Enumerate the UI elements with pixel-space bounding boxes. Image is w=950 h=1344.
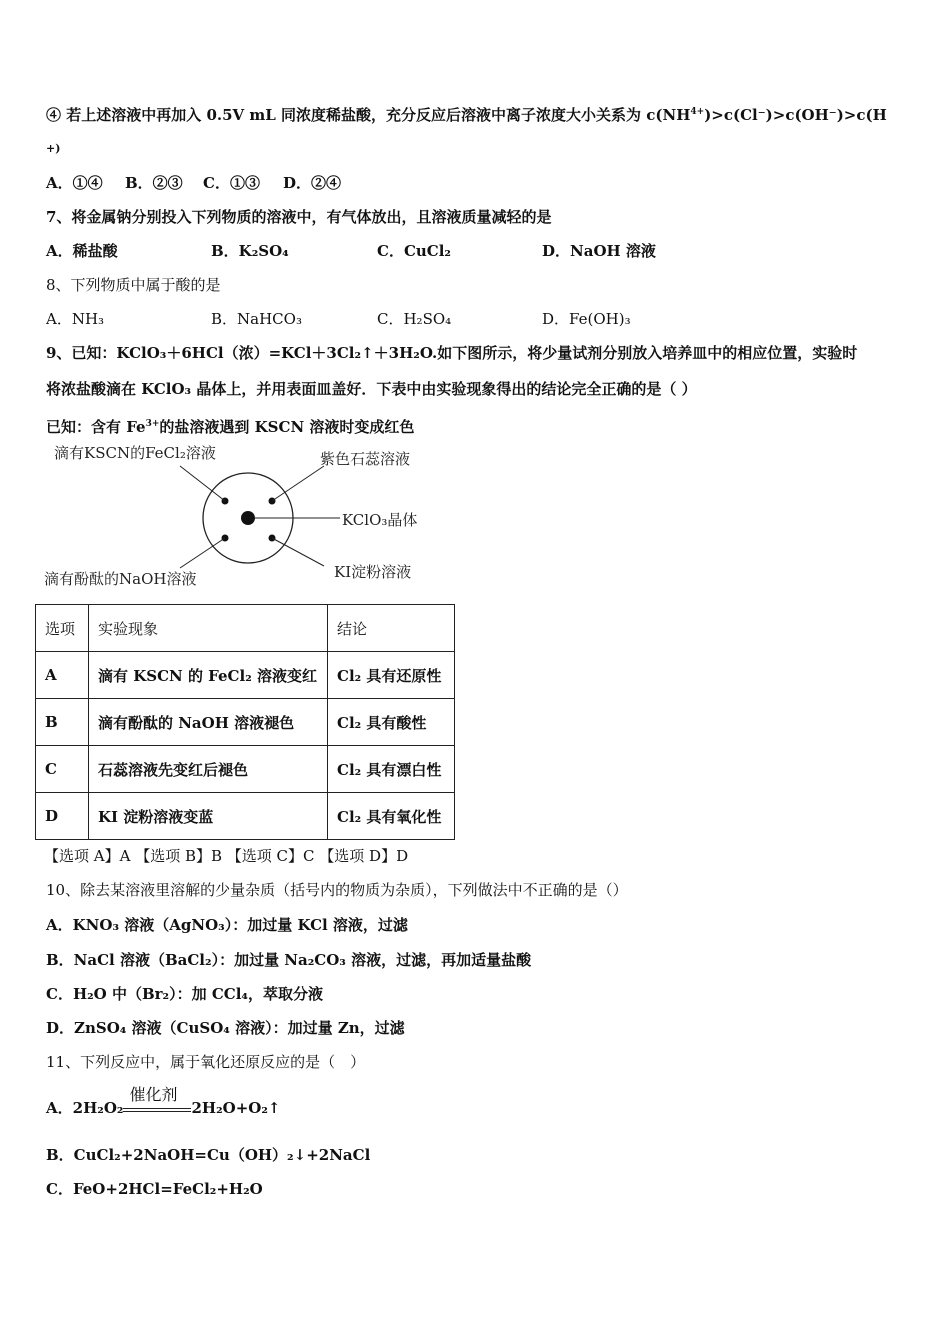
- table-header-row: [36, 605, 455, 652]
- label-naoh-solution: 滴有酚酞的NaOH溶液: [44, 570, 197, 588]
- table-row: [36, 699, 455, 746]
- row-phenomenon: 石蕊溶液先变红后褪色: [89, 746, 328, 793]
- table-row: [36, 652, 455, 699]
- q7-option-c: C．CuCl₂: [377, 242, 451, 260]
- header-conclusion: 结论: [328, 605, 455, 652]
- q9-answer-table: [35, 604, 455, 840]
- row-option: A: [36, 652, 89, 699]
- q7-option-a: A．稀盐酸: [46, 242, 118, 260]
- q8-option-c: C．H₂SO₄: [377, 310, 452, 328]
- row-phenomenon: 滴有酚酞的 NaOH 溶液褪色: [89, 699, 328, 746]
- row-phenomenon: 滴有 KSCN 的 FeCl₂ 溶液变红: [89, 652, 328, 699]
- leader-naoh: [180, 538, 225, 568]
- row-option: D: [36, 793, 89, 840]
- label-ki-starch-solution: KI淀粉溶液: [334, 563, 412, 581]
- label-litmus-solution: 紫色石蕊溶液: [320, 450, 411, 468]
- row-conclusion: Cl₂ 具有氧化性: [328, 793, 455, 840]
- q10-stem: 10、除去某溶液里溶解的少量杂质（括号内的物质为杂质），下列做法中不正确的是（）: [46, 881, 628, 899]
- equals-sign: [123, 1108, 191, 1112]
- q8-stem: 8、下列物质中属于酸的是: [46, 276, 221, 294]
- q6-option-d: D．②④: [283, 174, 342, 192]
- petri-dish-diagram: [40, 438, 480, 594]
- q8-option-a: A．NH₃: [46, 310, 105, 328]
- catalyst-arrow: [123, 1085, 191, 1119]
- row-option: B: [36, 699, 89, 746]
- q6-option4-line2: +): [46, 142, 61, 155]
- row-conclusion: Cl₂ 具有酸性: [328, 699, 455, 746]
- q11-option-b: B．CuCl₂+2NaOH=Cu（OH）₂↓+2NaCl: [46, 1146, 371, 1164]
- row-conclusion: Cl₂ 具有漂白性: [328, 746, 455, 793]
- table-row: [36, 793, 455, 840]
- leader-ki: [272, 538, 324, 566]
- q11-option-c: C．FeO+2HCl=FeCl₂+H₂O: [46, 1180, 263, 1198]
- q10-option-b: B．NaCl 溶液（BaCl₂）：加过量 Na₂CO₃ 溶液，过滤，再加适量盐酸: [46, 951, 532, 969]
- q11-option-a: [46, 1085, 281, 1119]
- header-option: 选项: [36, 605, 89, 652]
- q11-a-reactant: A．2H₂O₂: [46, 1099, 124, 1117]
- row-option: C: [36, 746, 89, 793]
- q6-option-a: A．①④: [46, 174, 103, 192]
- catalyst-label: 催化剂: [129, 1085, 178, 1104]
- q8-option-d: D．Fe(OH)₃: [542, 310, 631, 328]
- kclo3-crystal-dot: [241, 511, 255, 525]
- q10-option-c: C．H₂O 中（Br₂）：加 CCl₄，萃取分液: [46, 985, 323, 1003]
- label-fecl2-solution: 滴有KSCN的FeCl₂溶液: [54, 444, 216, 462]
- q9-choices: 【选项 A】A 【选项 B】B 【选项 C】C 【选项 D】D: [44, 847, 409, 865]
- row-phenomenon: KI 淀粉溶液变蓝: [89, 793, 328, 840]
- header-phenomenon: 实验现象: [89, 605, 328, 652]
- q6-option-b: B．②③: [125, 174, 183, 192]
- row-conclusion: Cl₂ 具有还原性: [328, 652, 455, 699]
- q7-option-d: D．NaOH 溶液: [542, 242, 656, 260]
- q9-stem-line2: 将浓盐酸滴在 KClO₃ 晶体上，并用表面皿盖好．下表中由实验现象得出的结论完全正确的是（ ）: [46, 380, 697, 398]
- q9-stem-line1: 9、已知：KClO₃＋6HCl（浓）=KCl＋3Cl₂↑＋3H₂O.如下图所示，将少量试剂分别放入培养皿中的相应位置，实验时: [46, 344, 858, 362]
- label-kclo3-crystal: KClO₃晶体: [342, 511, 418, 529]
- q7-option-b: B．K₂SO₄: [211, 242, 289, 260]
- q6-option-c: C．①③: [203, 174, 260, 192]
- q7-stem: 7、将金属钠分别投入下列物质的溶液中，有气体放出，且溶液质量减轻的是: [46, 208, 552, 226]
- leader-litmus: [272, 466, 324, 501]
- q10-option-a: A．KNO₃ 溶液（AgNO₃）：加过量 KCl 溶液，过滤: [46, 916, 408, 934]
- table-row: [36, 746, 455, 793]
- q6-option4-line1: ④ 若上述溶液中再加入 0.5V mL 同浓度稀盐酸，充分反应后溶液中离子浓度大小关系为 $c(NH^{4+})>c(Cl^-)>c(OH^-)>c(H$: [46, 106, 887, 124]
- q10-option-d: D．ZnSO₄ 溶液（CuSO₄ 溶液）：加过量 Zn，过滤: [46, 1019, 405, 1037]
- q9-known: 已知：含有 $Fe^{3+}$的盐溶液遇到 KSCN 溶液时变成红色: [46, 418, 415, 436]
- q11-a-product: 2H₂O+O₂↑: [191, 1099, 281, 1117]
- q11-stem: 11、下列反应中，属于氧化还原反应的是（ ）: [46, 1053, 366, 1071]
- q8-option-b: B．NaHCO₃: [211, 310, 302, 328]
